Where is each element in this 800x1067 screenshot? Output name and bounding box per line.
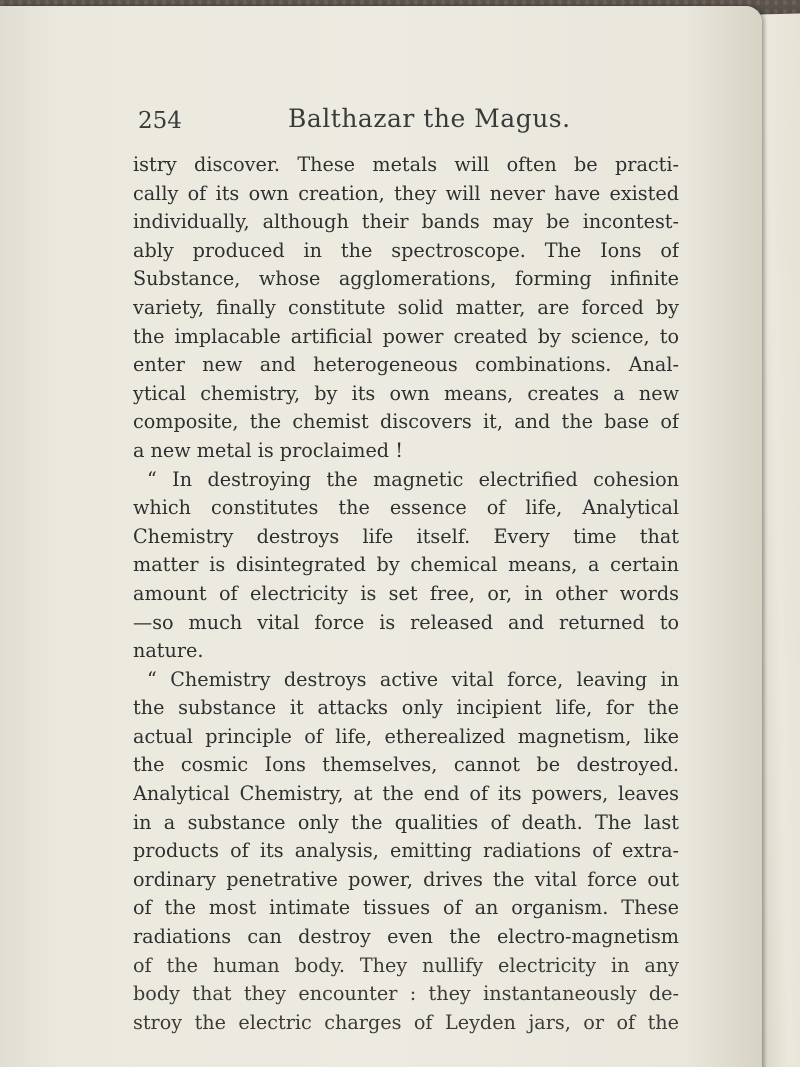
text-line: variety, finally constitute solid matter, are forced by xyxy=(133,295,679,319)
body-text xyxy=(133,151,679,1037)
text-line: enter new and heterogeneous combinations. Anal- xyxy=(133,353,679,377)
text-line: the cosmic Ions themselves, cannot be destroyed. xyxy=(133,753,679,777)
text-line: which constitutes the essence of life, Analytical xyxy=(133,496,679,520)
text-line: a new metal is proclaimed ! xyxy=(133,438,403,462)
text-line: of the human body. They nullify electricity in any xyxy=(133,953,679,977)
text-line: cally of its own creation, they will never have existed xyxy=(133,181,679,205)
text-line: body that they encounter : they instantaneously de- xyxy=(133,982,679,1006)
text-line: nature. xyxy=(133,639,204,663)
text-line: Substance, whose agglomerations, forming infinite xyxy=(133,267,679,291)
text-line: products of its analysis, emitting radiations of extra- xyxy=(133,839,679,863)
text-line: of the most intimate tissues of an organism. These xyxy=(133,896,679,920)
text-line: the substance it attacks only incipient life, for the xyxy=(133,696,679,720)
text-line: ordinary penetrative power, drives the vital force out xyxy=(133,867,679,891)
text-line: matter is disintegrated by chemical means, a certain xyxy=(133,553,679,577)
text-line: “ In destroying the magnetic electrified cohesion xyxy=(147,467,679,491)
text-line: amount of electricity is set free, or, in other words xyxy=(133,581,679,605)
page-header xyxy=(138,104,698,144)
text-line: —so much vital force is released and returned to xyxy=(133,610,679,634)
text-line: “ Chemistry destroys active vital force, leaving in xyxy=(147,667,679,691)
running-title: Balthazar the Magus. xyxy=(288,104,571,133)
text-line: istry discover. These metals will often be practi- xyxy=(133,153,679,176)
text-line: radiations can destroy even the electro-magnetism xyxy=(133,925,679,949)
text-line: the implacable artificial power created by science, to xyxy=(133,324,679,348)
text-line: in a substance only the qualities of death. The last xyxy=(133,810,679,834)
text-line: Chemistry destroys life itself. Every time that xyxy=(133,524,679,548)
text-line: ably produced in the spectroscope. The Ions of xyxy=(133,238,679,262)
text-line: composite, the chemist discovers it, and the base of xyxy=(133,410,679,434)
text-line: Analytical Chemistry, at the end of its powers, leaves xyxy=(133,782,679,806)
text-line: stroy the electric charges of Leyden jars, or of the xyxy=(133,1010,679,1034)
book-page xyxy=(0,6,762,1067)
text-line: ytical chemistry, by its own means, creates a new xyxy=(133,381,679,405)
page-number: 254 xyxy=(138,108,182,134)
text-line: actual principle of life, etherealized magnetism, like xyxy=(133,724,679,748)
text-line: individually, although their bands may be incontest- xyxy=(133,210,679,234)
